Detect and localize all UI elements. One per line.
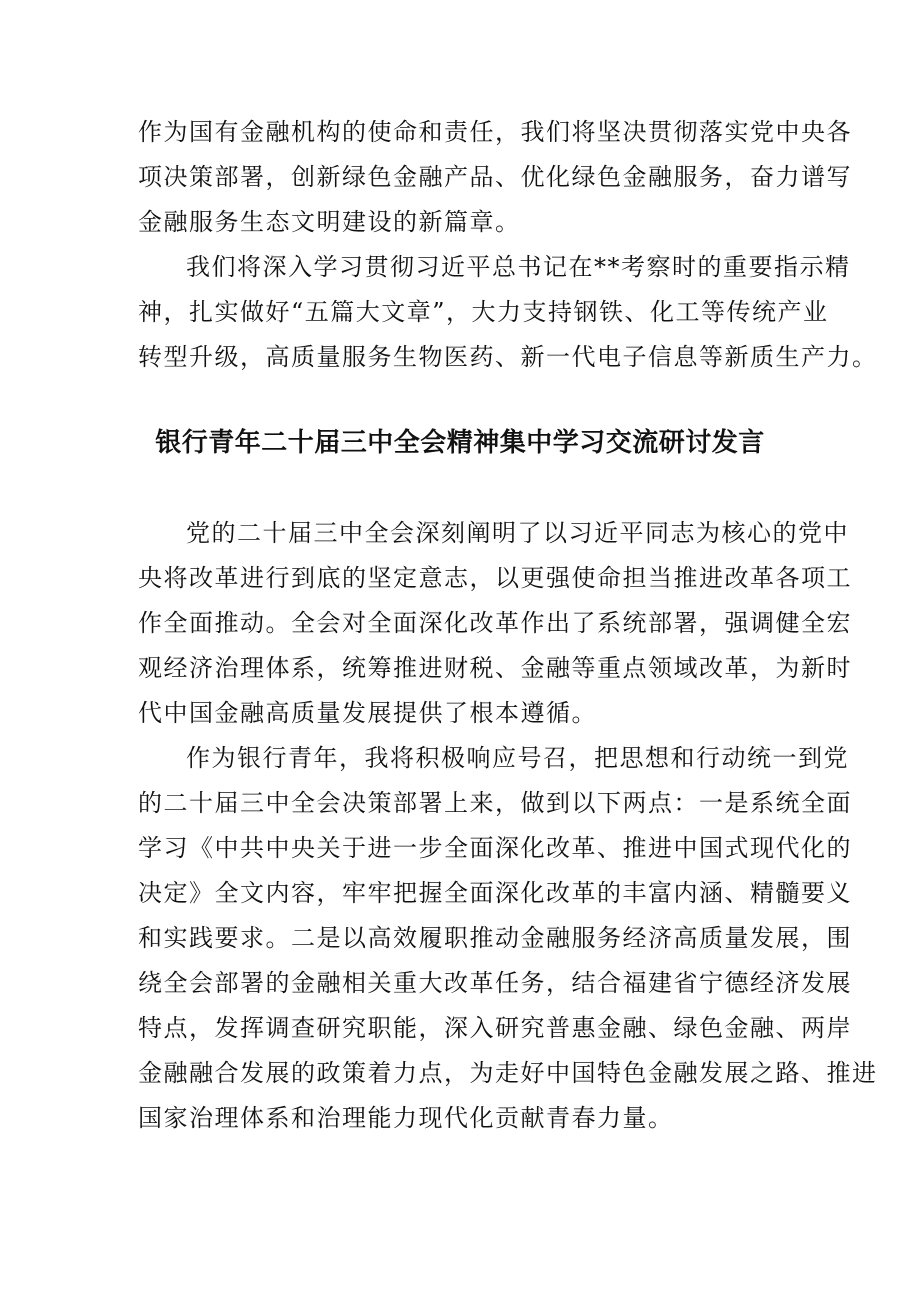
body-text-line: 党的二十届三中全会深刻阐明了以习近平同志为核心的党中	[186, 519, 849, 547]
body-text-line: 国家治理体系和治理能力现代化贡献青春力量。	[138, 1104, 674, 1132]
body-text-line: 的二十届三中全会决策部署上来，做到以下两点：一是系统全面	[138, 789, 852, 817]
body-text-line: 观经济治理体系，统筹推进财税、金融等重点领域改革，为新时	[138, 654, 852, 682]
body-text-line: 代中国金融高质量发展提供了根本遵循。	[138, 699, 597, 727]
body-text-line: 作为国有金融机构的使命和责任，我们将坚决贯彻落实党中央各	[138, 118, 852, 146]
body-text-line: 学习《中共中央关于进一步全面深化改革、推进中国式现代化的	[138, 834, 852, 862]
body-text-line: 作全面推动。全会对全面深化改革作出了系统部署，强调健全宏	[138, 609, 852, 637]
body-text-line: 金融融合发展的政策着力点，为走好中国特色金融发展之路、推进	[138, 1059, 878, 1087]
body-text-line: 绕全会部署的金融相关重大改革任务，结合福建省宁德经济发展	[138, 969, 852, 997]
body-text-line: 我们将深入学习贯彻习近平总书记在**考察时的重要指示精	[186, 253, 851, 281]
body-text-line: 决定》全文内容，牢牢把握全面深化改革的丰富内涵、精髓要义	[138, 879, 852, 907]
body-text-line: 神，扎实做好“五篇大文章”，大力支持钢铁、化工等传统产业	[138, 298, 829, 326]
body-text-line: 项决策部署，创新绿色金融产品、优化绿色金融服务，奋力谱写	[138, 163, 852, 191]
body-text-line: 作为银行青年，我将积极响应号召，把思想和行动统一到党	[186, 744, 849, 772]
body-text-line: 金融服务生态文明建设的新篇章。	[138, 208, 521, 236]
body-text-line: 特点，发挥调查研究职能，深入研究普惠金融、绿色金融、两岸	[138, 1014, 852, 1042]
article-title: 银行青年二十届三中全会精神集中学习交流研讨发言	[155, 428, 765, 458]
body-text-line: 转型升级，高质量服务生物医药、新一代电子信息等新质生产力。	[138, 343, 878, 371]
body-text-line: 央将改革进行到底的坚定意志，以更强使命担当推进改革各项工	[138, 564, 852, 592]
body-text-line: 和实践要求。二是以高效履职推动金融服务经济高质量发展，围	[138, 924, 852, 952]
